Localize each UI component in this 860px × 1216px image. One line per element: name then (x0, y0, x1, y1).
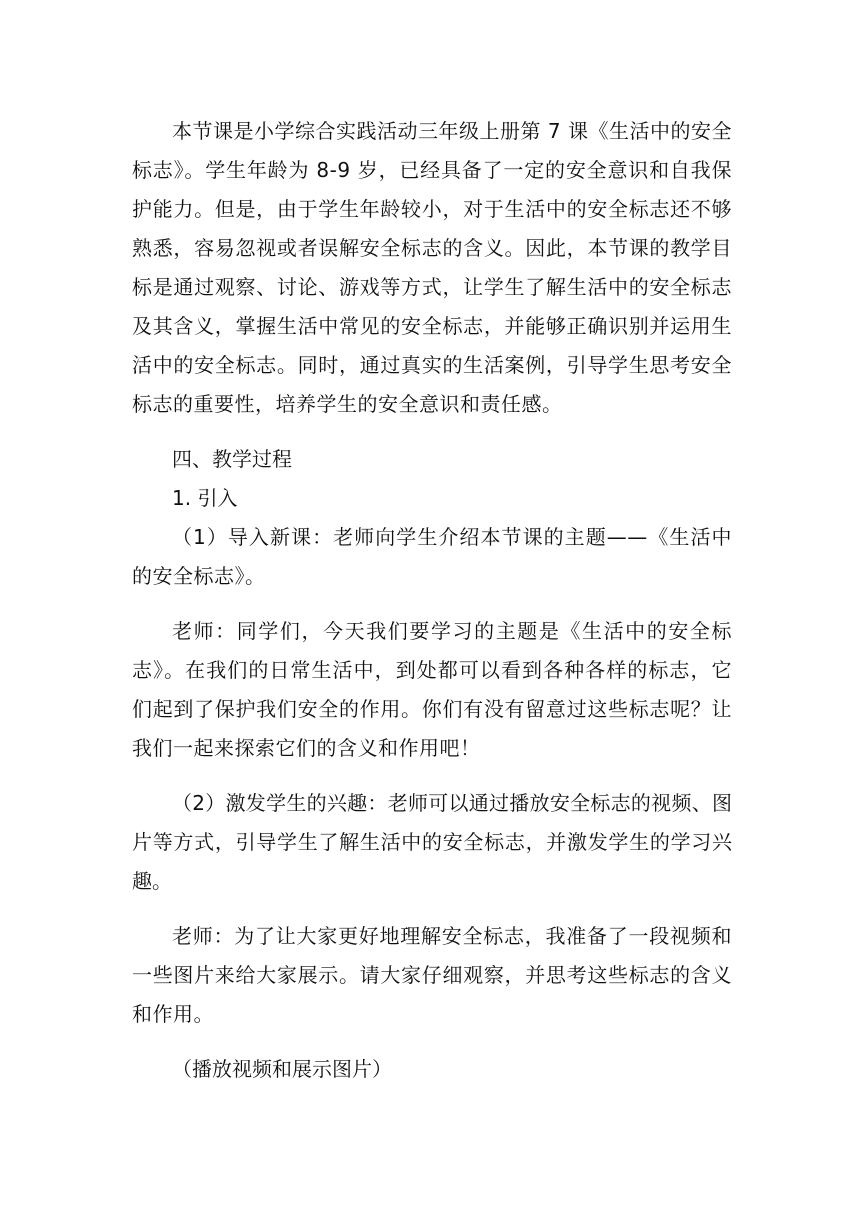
paragraph-teacher-speech-1: 老师：同学们，今天我们要学习的主题是《生活中的安全标志》。在我们的日常生活中，到处都可以看到各种各样的标志，它们起到了保护我们安全的作用。你们有没有留意过这些标志呢？让我们一起来探索它们的含义和作用吧！ (132, 619, 732, 760)
paragraph-stage-direction: （播放视频和展示图片） (172, 1057, 392, 1081)
section-heading-teaching-process: 四、教学过程 (172, 447, 292, 471)
document-body (132, 112, 732, 1089)
paragraph-step-1: （1）导入新课：老师向学生介绍本节课的主题——《生活中的安全标志》。 (132, 525, 732, 588)
paragraph-lesson-overview: 本节课是小学综合实践活动三年级上册第 7 课《生活中的安全标志》。学生年龄为 8-9 岁，已经具备了一定的安全意识和自我保护能力。但是，由于学生年龄较小，对于生活中的安全标志还不够熟悉，容易忽视或者误解安全标志的含义。因此，本节课的教学目标是通过观察、讨论、游戏等方式，让学生了解生活中的安全标志及其含义，掌握生活中常见的安全标志，并能够正确识别并运用生活中的安全标志。同时，通过真实的生活案例，引导学生思考安全标志的重要性，培养学生的安全意识和责任感。 (132, 119, 732, 416)
paragraph-teacher-speech-2: 老师：为了让大家更好地理解安全标志，我准备了一段视频和一些图片来给大家展示。请大家仔细观察，并思考这些标志的含义和作用。 (132, 924, 732, 1026)
paragraph-step-2: （2）激发学生的兴趣：老师可以通过播放安全标志的视频、图片等方式，引导学生了解生活中的安全标志，并激发学生的学习兴趣。 (132, 791, 732, 893)
subsection-heading-introduction: 1. 引入 (172, 486, 238, 510)
